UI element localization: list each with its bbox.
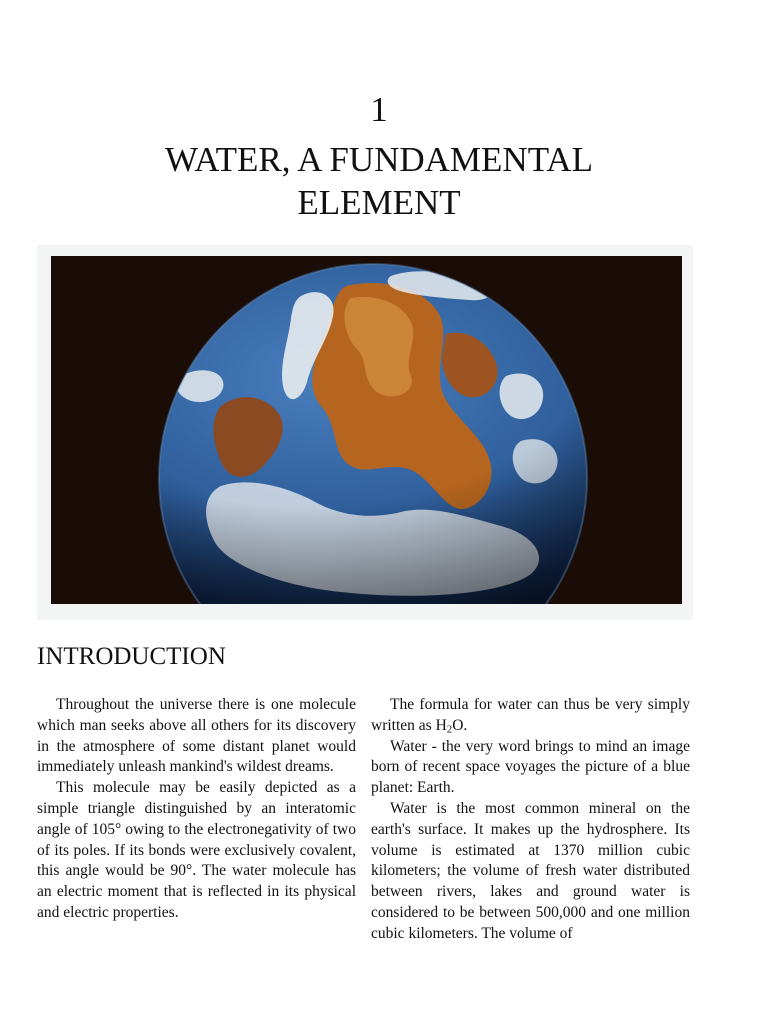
right-column xyxy=(371,695,690,945)
formula-subscript: 2 xyxy=(446,723,453,736)
formula-text-end: O. xyxy=(452,716,468,734)
formula-text: The formula for water can thus be very simply written as H xyxy=(371,696,690,734)
earth-photo xyxy=(51,256,682,604)
paragraph: Water is the most common mineral on the earth's surface. It makes up the hydrosphere. Its volume is estimated at 1370 million cubic kilometers; the volume of fresh water distributed between rivers, lakes and ground water is considered to be between 500,000 and one million cubic kilometers. The volume of xyxy=(371,799,690,942)
chapter-title-line-2: ELEMENT xyxy=(297,183,461,222)
paragraph-formula xyxy=(371,695,690,737)
left-column xyxy=(37,695,356,924)
paragraph: This molecule may be easily depicted as a simple triangle distinguished by an interatomic angle of 105° owing to the electronegativity of two of its poles. If its bonds were exclusively covalent, this angle would be 90°. The water molecule has an electric moment that is reflected in its physical and electric properties. xyxy=(37,779,356,921)
section-heading: INTRODUCTION xyxy=(37,643,226,670)
chapter-number: 1 xyxy=(370,90,388,129)
chapter-title xyxy=(0,138,758,224)
figure-frame xyxy=(37,245,693,620)
chapter-title-line-1: WATER, A FUNDAMENTAL xyxy=(165,140,593,179)
paragraph: Water - the very word brings to mind an image born of recent space voyages the picture of a blue planet: Earth. xyxy=(371,737,690,797)
paragraph: Throughout the universe there is one molecule which man seeks above all others for its discovery in the atmosphere of some distant planet would immediately unleash mankind's wildest dreams. xyxy=(37,696,356,776)
earth-image xyxy=(51,256,682,604)
